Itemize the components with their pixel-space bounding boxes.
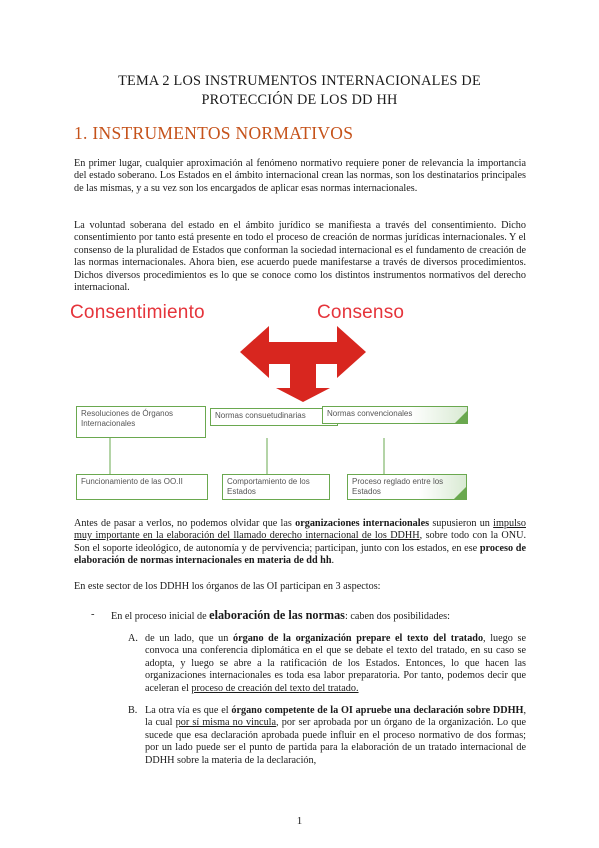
item-b-part: La otra vía es que el [145, 705, 232, 716]
item-a-part: , luego se convoca una conferencia diplomática en el que se debate el texto del tratado, en su caso se adopta, y luego se abre a la ratificación de los Estados. Entonces, lo que hacen las organizaciones internacionales es toda esa labor preparatoria. Por tanto, podemos decir que aceleran el [145, 633, 526, 694]
item-a-text [145, 633, 526, 695]
p3-text: . [331, 555, 335, 567]
normative-instruments-diagram [64, 302, 536, 502]
box-corner-decoration [454, 487, 466, 499]
item-b-letter: B. [128, 705, 138, 716]
item-b-underlined: por sí misma no vincula [175, 717, 277, 729]
item-b-part: , la cual [145, 705, 527, 729]
box-resoluciones [76, 406, 206, 438]
title-line-1: TEMA 2 LOS INSTRUMENTOS INTERNACIONALES DE [118, 73, 481, 89]
box-normas-consuetudinarias-label: Normas consuetudinarias [215, 411, 306, 420]
split-arrow-shape [240, 326, 366, 402]
bullet-elaboracion [111, 609, 526, 623]
item-a-letter: A. [128, 633, 138, 644]
bullet-text-part: : caben dos posibilidades: [344, 611, 450, 622]
item-b-text [145, 705, 526, 767]
paragraph-2: La voluntad soberana del estado en el ámbito jurídico se manifiesta a través del consentimiento. Dicho consentimiento por tanto está presente en todo el proceso de creación de normas jurídicas internacionales. Y el consenso de la pluralidad de Estados que conforman la sociedad internacional es el fundamento de creación de las normas internacionales. Ahora bien, ese acuerdo puede manifestarse a través de diversos procedimientos. Dichos diversos procedimientos es lo que se conoce como los distintos instrumentos normativos del derecho internacional. [74, 220, 526, 294]
p3-text: , sobre todo con la ONU. Son el soporte ideológico, de autonomía y de pervivencia; participan, junto con los estados, en ese [74, 530, 526, 554]
box-normas-consuetudinarias [210, 408, 338, 426]
item-a-bold: órgano de la organización prepare el texto del tratado [232, 633, 484, 644]
bullet-dash: - [91, 609, 95, 620]
paragraph-1: En primer lugar, cualquier aproximación al fenómeno normativo requiere poner de relevancia la importancia del estado soberano. Los Estados en el ámbito internacional crean las normas, son los destinatarios principales de las mismas, y a su vez son los encargados de aplicar esas normas internacionales. [74, 158, 526, 194]
bullet-bold: elaboración de las normas [209, 608, 345, 622]
p3-text: Antes de pasar a verlos, no podemos olvidar que las [74, 518, 296, 529]
box-comportamiento-label: Comportamiento de los Estados [227, 477, 310, 496]
box-normas-convencionales [322, 406, 468, 424]
diagram-label-consenso: Consenso [317, 302, 405, 323]
p3-bold: organizaciones internacionales [295, 518, 430, 529]
diagram-graphics [64, 302, 536, 502]
box-funcionamiento [76, 474, 208, 500]
bullet-text-part: En el proceso inicial de [111, 611, 210, 622]
box-funcionamiento-label: Funcionamiento de las OO.II [81, 477, 183, 486]
page-number: 1 [296, 815, 303, 827]
paragraph-4: En este sector de los DDHH los órganos de las OI participan en 3 aspectos: [74, 581, 381, 592]
box-comportamiento [222, 474, 330, 500]
p3-text: supusieron un [429, 518, 494, 529]
document-title [60, 72, 539, 110]
paragraph-3 [74, 518, 526, 568]
section-heading: 1. INSTRUMENTOS NORMATIVOS [74, 123, 354, 143]
item-a-underlined: proceso de creación del texto del tratado. [191, 682, 359, 694]
item-a-part: de un lado, que un [145, 633, 233, 644]
box-proceso-reglado-label: Proceso reglado entre los Estados [352, 477, 444, 496]
p3-bold: proceso de elaboración de normas internacionales en materia de dd hh [74, 542, 526, 567]
diagram-label-consentimiento: Consentimiento [70, 302, 205, 323]
box-proceso-reglado [347, 474, 467, 500]
p3-underlined: impulso muy importante en la elaboración del llamado derecho internacional de los DDHH [74, 518, 526, 542]
box-corner-decoration [455, 411, 467, 423]
box-normas-convencionales-label: Normas convencionales [327, 409, 413, 418]
item-b-part: , por ser aprobada por un órgano de la organización. Lo que sucede que esa declaración aprobada puede influir en el proceso normativo de dos formas; por un lado puede ser el punto de partida para la elaboración de un tratado internacional de DDHH sobre la materia de la declaración, [145, 717, 526, 766]
box-resoluciones-label: Resoluciones de Órganos Internacionales [81, 409, 174, 428]
title-line-2: PROTECCIÓN DE LOS DD HH [201, 92, 398, 108]
item-b-bold: órgano competente de la OI apruebe una declaración sobre DDHH [231, 705, 524, 716]
